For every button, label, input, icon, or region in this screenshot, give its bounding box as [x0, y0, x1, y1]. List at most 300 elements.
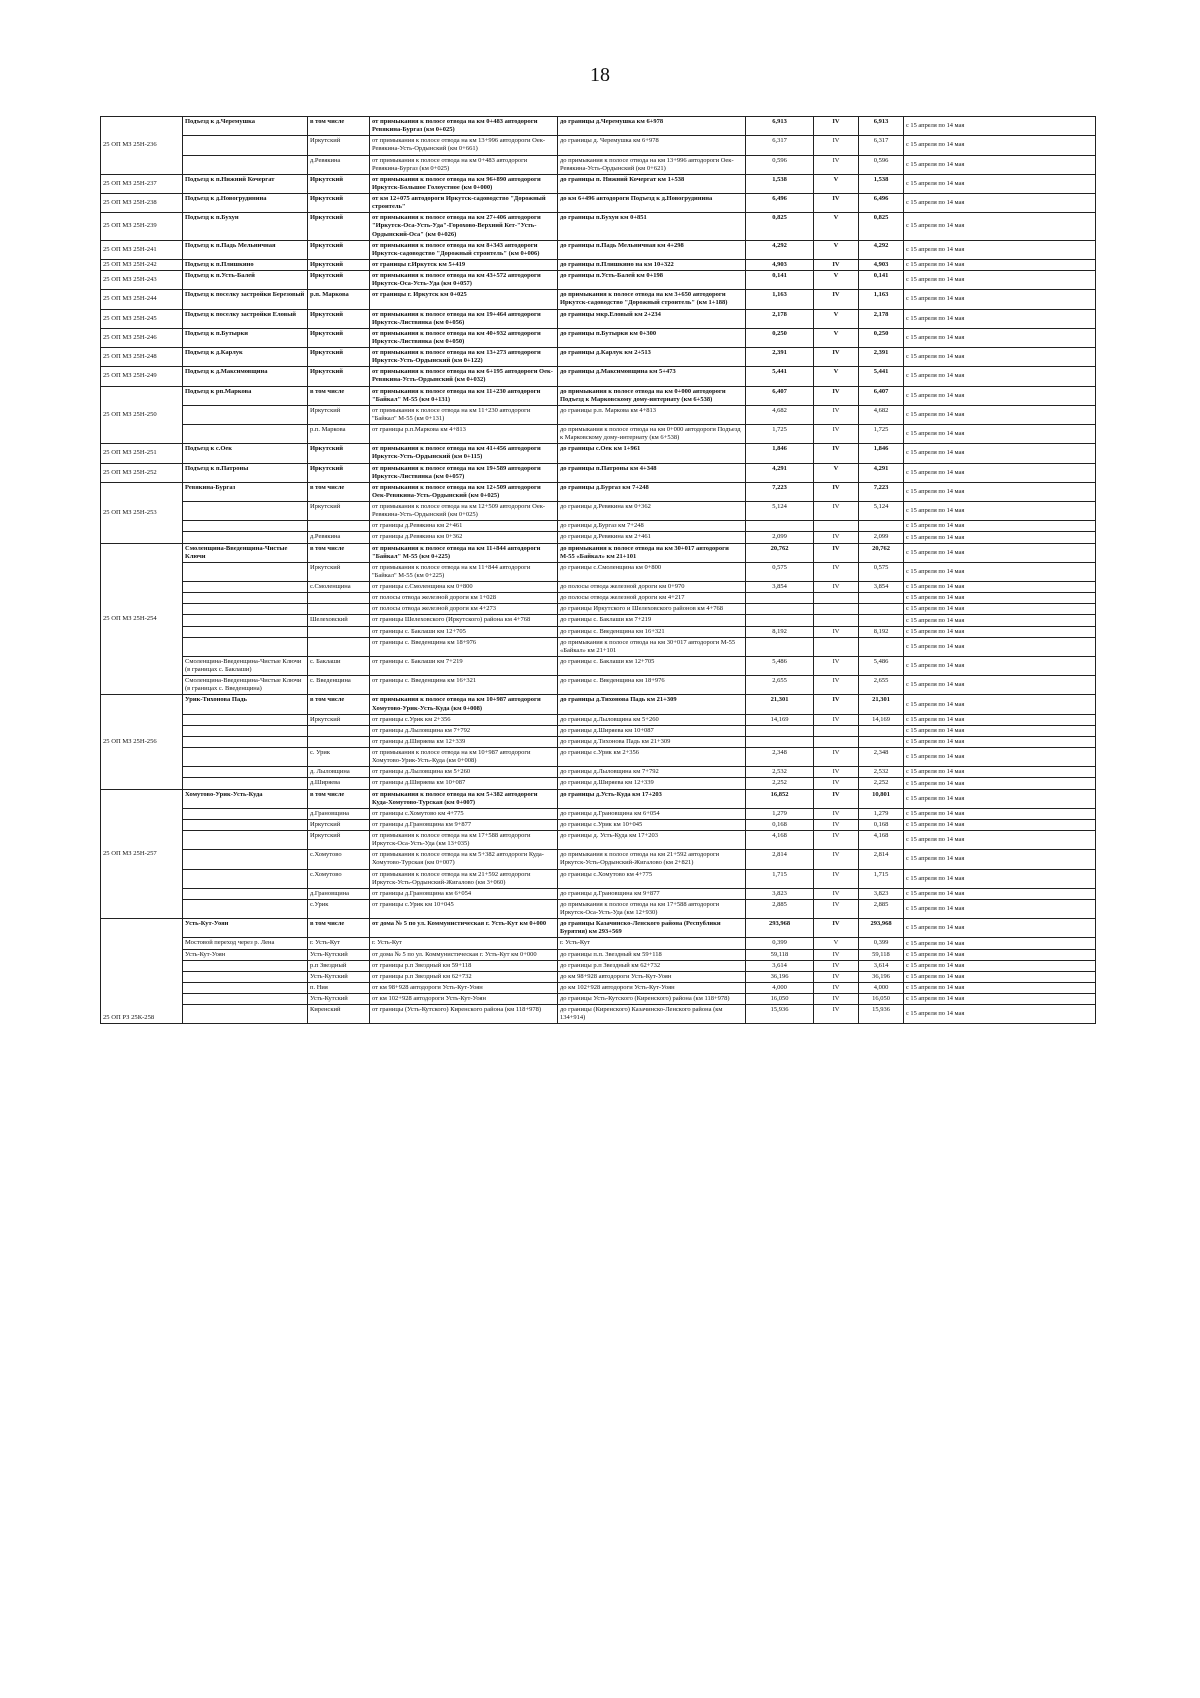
restriction-period-cell: с 15 апреля по 14 мая — [904, 1005, 1096, 1024]
restriction-period-cell: с 15 апреля по 14 мая — [904, 425, 1096, 444]
table-row — [101, 869, 1096, 888]
restriction-period-cell: с 15 апреля по 14 мая — [904, 888, 1096, 899]
end-point-cell: до границы с. Введенщина км 16+321 — [558, 626, 746, 637]
start-point-cell: от примыкания к полосе отвода на км 40+932 автодороги Иркутск-Листвянка (км 0+050) — [370, 328, 558, 347]
table-row — [101, 714, 1096, 725]
start-point-cell: от полосы отвода железной дороги км 1+028 — [370, 593, 558, 604]
category-cell: IV — [814, 899, 859, 918]
district-cell: в том числе — [308, 543, 370, 562]
category-cell: IV — [814, 290, 859, 309]
end-point-cell: до границы д. Черемушка км 6+978 — [558, 136, 746, 155]
length-cell: 21,301 — [746, 695, 814, 714]
length-cell: 0,250 — [746, 328, 814, 347]
table-row — [101, 240, 1096, 259]
road-name-cell — [183, 604, 308, 615]
total-length-cell: 6,496 — [859, 194, 904, 213]
category-cell: IV — [814, 676, 859, 695]
table-row — [101, 136, 1096, 155]
total-length-cell: 2,532 — [859, 767, 904, 778]
road-name-cell — [183, 637, 308, 656]
total-length-cell: 1,725 — [859, 425, 904, 444]
road-name-cell — [183, 994, 308, 1005]
start-point-cell: от примыкания к полосе отвода на км 13+996 автодороги Оек-Ревякина-Усть-Ордынский (км 0+661) — [370, 136, 558, 155]
start-point-cell: от границы р.п Звездный км 59+118 — [370, 960, 558, 971]
district-cell — [308, 626, 370, 637]
length-cell: 1,279 — [746, 808, 814, 819]
category-cell: V — [814, 174, 859, 193]
restriction-period-cell: с 15 апреля по 14 мая — [904, 938, 1096, 949]
table-row — [101, 444, 1096, 463]
length-cell: 0,399 — [746, 938, 814, 949]
category-cell: IV — [814, 136, 859, 155]
restriction-period-cell: с 15 апреля по 14 мая — [904, 348, 1096, 367]
restriction-period-cell: с 15 апреля по 14 мая — [904, 482, 1096, 501]
road-name-cell — [183, 960, 308, 971]
category-cell — [814, 637, 859, 656]
length-cell: 4,903 — [746, 259, 814, 270]
district-cell: Иркутский — [308, 271, 370, 290]
road-name-cell — [183, 532, 308, 543]
district-cell — [308, 725, 370, 736]
restriction-period-cell: с 15 апреля по 14 мая — [904, 463, 1096, 482]
road-name-cell: Подъезд к п.Бутырки — [183, 328, 308, 347]
length-cell: 2,814 — [746, 850, 814, 869]
total-length-cell: 36,196 — [859, 971, 904, 982]
road-code-cell: 25 ОП МЗ 25Н-244 — [101, 290, 183, 309]
total-length-cell — [859, 593, 904, 604]
district-cell: в том числе — [308, 386, 370, 405]
category-cell: IV — [814, 949, 859, 960]
length-cell: 5,124 — [746, 502, 814, 521]
start-point-cell: от примыкания к полосе отвода на км 0+483 автодороги Ревякина-Бургаз (км 0+025) — [370, 155, 558, 174]
road-name-cell — [183, 899, 308, 918]
total-length-cell: 4,291 — [859, 463, 904, 482]
road-name-cell: Усть-Кут-Уоян — [183, 919, 308, 938]
category-cell: IV — [814, 888, 859, 899]
total-length-cell: 2,348 — [859, 748, 904, 767]
road-name-cell — [183, 521, 308, 532]
road-name-cell: Смоленщина-Введенщина-Чистые Ключи (в границах с. Баклаши) — [183, 656, 308, 675]
total-length-cell: 1,163 — [859, 290, 904, 309]
roads-table — [100, 116, 1096, 1024]
length-cell: 36,196 — [746, 971, 814, 982]
total-length-cell: 3,614 — [859, 960, 904, 971]
restriction-period-cell: с 15 апреля по 14 мая — [904, 271, 1096, 290]
total-length-cell: 6,407 — [859, 386, 904, 405]
total-length-cell: 5,124 — [859, 502, 904, 521]
category-cell: IV — [814, 994, 859, 1005]
end-point-cell: до границы д.Ширяева км 12+339 — [558, 778, 746, 789]
road-name-cell — [183, 405, 308, 424]
start-point-cell: от примыкания к полосе отвода на км 12+509 автодороги Оек-Ревякина-Усть-Ордынский (км 0+025) — [370, 502, 558, 521]
restriction-period-cell: с 15 апреля по 14 мая — [904, 543, 1096, 562]
total-length-cell: 0,168 — [859, 819, 904, 830]
road-name-cell — [183, 562, 308, 581]
start-point-cell: от примыкания к полосе отвода на км 11+844 автодороги "Байкал" М-55 (км 0+225) — [370, 562, 558, 581]
start-point-cell: от примыкания к полосе отвода на км 27+406 автодороги "Иркутск-Оса-Усть-Уда"-Горохово-Верхний Кет-"Усть-Ордынский-Оса" (км 0+026) — [370, 213, 558, 240]
restriction-period-cell: с 15 апреля по 14 мая — [904, 309, 1096, 328]
district-cell: р.п Звездный — [308, 960, 370, 971]
road-name-cell — [183, 767, 308, 778]
start-point-cell: от границы д.Грановщина км 6+054 — [370, 888, 558, 899]
category-cell: IV — [814, 482, 859, 501]
start-point-cell: от примыкания к полосе отвода на км 10+987 автодороги Хомутово-Урик-Усть-Куда (км 0+008) — [370, 748, 558, 767]
end-point-cell: до примыкания к полосе отвода на км 13+996 автодороги Оек-Ревякина-Усть-Ордынский (км 0+621) — [558, 155, 746, 174]
table-row — [101, 194, 1096, 213]
start-point-cell: от примыкания к полосе отвода на км 5+382 автодороги Куда-Хомутово-Турская (км 0+007) — [370, 850, 558, 869]
category-cell: IV — [814, 919, 859, 938]
total-length-cell: 1,846 — [859, 444, 904, 463]
restriction-period-cell: с 15 апреля по 14 мая — [904, 725, 1096, 736]
category-cell: IV — [814, 831, 859, 850]
length-cell: 5,441 — [746, 367, 814, 386]
restriction-period-cell: с 15 апреля по 14 мая — [904, 982, 1096, 993]
start-point-cell: от границы г.Иркутск км 5+419 — [370, 259, 558, 270]
district-cell: Иркутский — [308, 367, 370, 386]
category-cell — [814, 604, 859, 615]
start-point-cell: от границы д.Лыловщина км 7+792 — [370, 725, 558, 736]
length-cell — [746, 604, 814, 615]
length-cell: 293,968 — [746, 919, 814, 938]
restriction-period-cell: с 15 апреля по 14 мая — [904, 502, 1096, 521]
restriction-period-cell: с 15 апреля по 14 мая — [904, 626, 1096, 637]
length-cell: 4,291 — [746, 463, 814, 482]
category-cell: IV — [814, 405, 859, 424]
start-point-cell: от границы д.Ширяева км 12+339 — [370, 736, 558, 747]
end-point-cell: до границы п.Бутырки км 0+300 — [558, 328, 746, 347]
category-cell: IV — [814, 778, 859, 789]
end-point-cell: до границы Иркутского и Шелеховского районов км 4+768 — [558, 604, 746, 615]
table-row — [101, 808, 1096, 819]
restriction-period-cell: с 15 апреля по 14 мая — [904, 582, 1096, 593]
end-point-cell: до границы д.Ревякина км 0+362 — [558, 502, 746, 521]
total-length-cell: 0,596 — [859, 155, 904, 174]
length-cell: 15,936 — [746, 1005, 814, 1024]
road-code-cell: 25 ОП МЗ 25Н-253 — [101, 482, 183, 543]
end-point-cell: до границы п.Плишкино на км 10+322 — [558, 259, 746, 270]
end-point-cell: до примыкания к полосе отвода на км 0+000 автодороги Подъезд к Марковскому дому-интернату (км 6+538) — [558, 425, 746, 444]
restriction-period-cell: с 15 апреля по 14 мая — [904, 367, 1096, 386]
start-point-cell: от границы с.Смоленщина км 0+800 — [370, 582, 558, 593]
end-point-cell: до границы п. Нижний Кочергат км 1+538 — [558, 174, 746, 193]
end-point-cell: до км 6+496 автодороги Подъезд к д.Новогрудинина — [558, 194, 746, 213]
total-length-cell: 2,099 — [859, 532, 904, 543]
district-cell — [308, 637, 370, 656]
district-cell: Иркутский — [308, 136, 370, 155]
district-cell: в том числе — [308, 789, 370, 808]
road-code-cell: 25 ОП РЗ 25К-258 — [101, 919, 183, 1024]
category-cell: IV — [814, 626, 859, 637]
total-length-cell: 14,169 — [859, 714, 904, 725]
end-point-cell: до границы д.Грановщина км 9+877 — [558, 888, 746, 899]
table-row — [101, 290, 1096, 309]
total-length-cell: 7,223 — [859, 482, 904, 501]
start-point-cell: от границы с.Урик км 2+356 — [370, 714, 558, 725]
length-cell: 0,825 — [746, 213, 814, 240]
end-point-cell: до границы мкр.Еловый км 2+234 — [558, 309, 746, 328]
restriction-period-cell: с 15 апреля по 14 мая — [904, 593, 1096, 604]
table-row — [101, 656, 1096, 675]
road-code-cell: 25 ОП МЗ 25Н-237 — [101, 174, 183, 193]
category-cell: IV — [814, 582, 859, 593]
length-cell — [746, 593, 814, 604]
end-point-cell: до границы р.п Звездный км 62+732 — [558, 960, 746, 971]
end-point-cell: до примыкания к полосе отвода на км 17+588 автодороги Иркутск-Оса-Усть-Уда (км 12+930) — [558, 899, 746, 918]
district-cell — [308, 521, 370, 532]
length-cell: 2,655 — [746, 676, 814, 695]
road-name-cell — [183, 736, 308, 747]
restriction-period-cell: с 15 апреля по 14 мая — [904, 748, 1096, 767]
district-cell: с.Хомутово — [308, 869, 370, 888]
restriction-period-cell: с 15 апреля по 14 мая — [904, 695, 1096, 714]
table-row — [101, 736, 1096, 747]
category-cell: IV — [814, 850, 859, 869]
end-point-cell: до границы с. Баклаши км 12+705 — [558, 656, 746, 675]
total-length-cell: 15,936 — [859, 1005, 904, 1024]
category-cell — [814, 521, 859, 532]
road-code-cell: 25 ОП МЗ 25Н-249 — [101, 367, 183, 386]
total-length-cell: 20,762 — [859, 543, 904, 562]
start-point-cell: от примыкания к полосе отвода на км 13+273 автодороги Иркутск-Усть-Ордынский (км 0+122) — [370, 348, 558, 367]
district-cell: д.Грановщина — [308, 808, 370, 819]
category-cell: IV — [814, 155, 859, 174]
district-cell: р.п. Маркова — [308, 425, 370, 444]
total-length-cell: 4,903 — [859, 259, 904, 270]
end-point-cell: до границы д.Ширяева км 10+087 — [558, 725, 746, 736]
restriction-period-cell: с 15 апреля по 14 мая — [904, 899, 1096, 918]
total-length-cell — [859, 604, 904, 615]
table-row — [101, 615, 1096, 626]
total-length-cell: 10,801 — [859, 789, 904, 808]
road-name-cell — [183, 725, 308, 736]
road-code-cell: 25 ОП МЗ 25Н-248 — [101, 348, 183, 367]
table-row — [101, 155, 1096, 174]
district-cell: Иркутский — [308, 174, 370, 193]
restriction-period-cell: с 15 апреля по 14 мая — [904, 290, 1096, 309]
district-cell: с.Хомутово — [308, 850, 370, 869]
total-length-cell: 1,279 — [859, 808, 904, 819]
category-cell: IV — [814, 425, 859, 444]
length-cell: 2,099 — [746, 532, 814, 543]
road-name-cell — [183, 808, 308, 819]
table-row — [101, 637, 1096, 656]
end-point-cell: до полосы отвода железной дороги км 4+217 — [558, 593, 746, 604]
category-cell: IV — [814, 543, 859, 562]
start-point-cell: от примыкания к полосе отвода на км 12+509 автодороги Оек-Ревякина-Усть-Ордынский (км 0+025) — [370, 482, 558, 501]
table-row — [101, 748, 1096, 767]
category-cell: V — [814, 938, 859, 949]
total-length-cell: 59,118 — [859, 949, 904, 960]
start-point-cell: от примыкания к полосе отвода на км 10+987 автодороги Хомутово-Урик-Усть-Куда (км 0+008) — [370, 695, 558, 714]
length-cell: 14,169 — [746, 714, 814, 725]
end-point-cell: до границы с.Оек км 1+961 — [558, 444, 746, 463]
roads-table-container — [100, 116, 1095, 1024]
road-name-cell: Подъезд к п.Нижний Кочергат — [183, 174, 308, 193]
end-point-cell: до границы д.Бургаз км 7+248 — [558, 521, 746, 532]
end-point-cell: до примыкания к полосе отвода на км 21+592 автодороги Иркутск-Усть-Ордынский-Жигалово (км 2+821) — [558, 850, 746, 869]
district-cell: Усть-Кутский — [308, 994, 370, 1005]
table-row — [101, 386, 1096, 405]
district-cell: Иркутский — [308, 444, 370, 463]
end-point-cell: до границы п.Патроны км 4+348 — [558, 463, 746, 482]
road-name-cell — [183, 502, 308, 521]
road-name-cell — [183, 593, 308, 604]
category-cell: V — [814, 271, 859, 290]
table-row — [101, 888, 1096, 899]
restriction-period-cell: с 15 апреля по 14 мая — [904, 949, 1096, 960]
length-cell — [746, 736, 814, 747]
restriction-period-cell: с 15 апреля по 14 мая — [904, 136, 1096, 155]
category-cell: IV — [814, 502, 859, 521]
district-cell: Иркутский — [308, 328, 370, 347]
end-point-cell: до границы д.Тихонова Падь км 21+309 — [558, 736, 746, 747]
length-cell: 2,252 — [746, 778, 814, 789]
total-length-cell: 2,814 — [859, 850, 904, 869]
table-row — [101, 271, 1096, 290]
total-length-cell: 0,825 — [859, 213, 904, 240]
road-name-cell: Подъезд к п.Плишкино — [183, 259, 308, 270]
end-point-cell: до примыкания к полосе отвода на км 30+017 автодороги М-55 «Байкал» км 21+101 — [558, 543, 746, 562]
road-code-cell: 25 ОП МЗ 25Н-242 — [101, 259, 183, 270]
road-name-cell — [183, 626, 308, 637]
category-cell: IV — [814, 386, 859, 405]
start-point-cell: от примыкания к полосе отвода на км 11+230 автодороги "Байкал" М-55 (км 0+131) — [370, 386, 558, 405]
district-cell: с. Введенщина — [308, 676, 370, 695]
table-row — [101, 174, 1096, 193]
district-cell: д.Ревякина — [308, 155, 370, 174]
table-row — [101, 831, 1096, 850]
end-point-cell: до границы д.Усть-Куда км 17+203 — [558, 789, 746, 808]
restriction-period-cell: с 15 апреля по 14 мая — [904, 615, 1096, 626]
total-length-cell: 3,854 — [859, 582, 904, 593]
category-cell: V — [814, 309, 859, 328]
road-name-cell — [183, 748, 308, 767]
road-name-cell: Подъезд к п.Бухун — [183, 213, 308, 240]
start-point-cell: от примыкания к полосе отвода на км 41+456 автодороги Иркутск-Усть-Ордынский (км 0+115) — [370, 444, 558, 463]
length-cell: 2,178 — [746, 309, 814, 328]
category-cell: IV — [814, 194, 859, 213]
restriction-period-cell: с 15 апреля по 14 мая — [904, 869, 1096, 888]
road-name-cell — [183, 425, 308, 444]
road-name-cell: Подъезд к д.Новогрудинина — [183, 194, 308, 213]
road-name-cell: Ревякина-Бургаз — [183, 482, 308, 501]
length-cell: 0,141 — [746, 271, 814, 290]
length-cell: 1,163 — [746, 290, 814, 309]
total-length-cell: 6,913 — [859, 117, 904, 136]
table-row — [101, 938, 1096, 949]
table-row — [101, 767, 1096, 778]
table-row — [101, 593, 1096, 604]
end-point-cell: до границы п.Усть-Балей км 0+198 — [558, 271, 746, 290]
category-cell: IV — [814, 348, 859, 367]
total-length-cell: 8,192 — [859, 626, 904, 637]
district-cell: Иркутский — [308, 309, 370, 328]
restriction-period-cell: с 15 апреля по 14 мая — [904, 562, 1096, 581]
end-point-cell: до границы с.Хомутово км 4+775 — [558, 869, 746, 888]
road-name-cell: Подъезд к п.Падь Мельничная — [183, 240, 308, 259]
district-cell: в том числе — [308, 117, 370, 136]
total-length-cell: 2,252 — [859, 778, 904, 789]
table-row — [101, 482, 1096, 501]
start-point-cell: от примыкания к полосе отвода на км 8+343 автодороги Иркутск-садоводство "Дорожный строитель" (км 0+006) — [370, 240, 558, 259]
restriction-period-cell: с 15 апреля по 14 мая — [904, 405, 1096, 424]
length-cell: 1,725 — [746, 425, 814, 444]
road-code-cell: 25 ОП МЗ 25Н-245 — [101, 309, 183, 328]
district-cell: Шелеховский — [308, 615, 370, 626]
district-cell: Иркутский — [308, 831, 370, 850]
total-length-cell: 1,715 — [859, 869, 904, 888]
category-cell: IV — [814, 869, 859, 888]
restriction-period-cell: с 15 апреля по 14 мая — [904, 767, 1096, 778]
road-name-cell — [183, 869, 308, 888]
total-length-cell: 2,391 — [859, 348, 904, 367]
category-cell — [814, 736, 859, 747]
district-cell: Иркутский — [308, 240, 370, 259]
end-point-cell: г. Усть-Кут — [558, 938, 746, 949]
category-cell: IV — [814, 767, 859, 778]
road-code-cell: 25 ОП МЗ 25Н-238 — [101, 194, 183, 213]
district-cell: Иркутский — [308, 502, 370, 521]
road-code-cell: 25 ОП МЗ 25Н-251 — [101, 444, 183, 463]
road-code-cell: 25 ОП МЗ 25Н-243 — [101, 271, 183, 290]
restriction-period-cell: с 15 апреля по 14 мая — [904, 194, 1096, 213]
road-name-cell — [183, 136, 308, 155]
category-cell — [814, 615, 859, 626]
start-point-cell: от примыкания к полосе отвода на км 21+592 автодороги Иркутск-Усть-Ордынский-Жигалово (км 3+060) — [370, 869, 558, 888]
end-point-cell: до границы п.п. Звездный км 59+118 — [558, 949, 746, 960]
restriction-period-cell: с 15 апреля по 14 мая — [904, 656, 1096, 675]
length-cell — [746, 521, 814, 532]
end-point-cell: до границы д.Тихонова Падь км 21+309 — [558, 695, 746, 714]
road-code-cell: 25 ОП МЗ 25Н-250 — [101, 386, 183, 444]
table-row — [101, 725, 1096, 736]
category-cell: IV — [814, 789, 859, 808]
table-row — [101, 1005, 1096, 1024]
total-length-cell: 4,682 — [859, 405, 904, 424]
length-cell: 3,823 — [746, 888, 814, 899]
total-length-cell: 0,399 — [859, 938, 904, 949]
table-row — [101, 626, 1096, 637]
category-cell — [814, 725, 859, 736]
end-point-cell: до границы д.Бургаз км 7+248 — [558, 482, 746, 501]
start-point-cell: от границы с. Введенщина км 16+321 — [370, 676, 558, 695]
district-cell: с.Смоленщина — [308, 582, 370, 593]
table-row — [101, 502, 1096, 521]
total-length-cell — [859, 725, 904, 736]
start-point-cell: от примыкания к полосе отвода на км 6+195 автодороги Оек-Ревякина-Усть-Ордынский (км 0+032) — [370, 367, 558, 386]
district-cell: д. Лыловщина — [308, 767, 370, 778]
length-cell — [746, 725, 814, 736]
table-row — [101, 532, 1096, 543]
start-point-cell: от км 98+928 автодороги Усть-Кут-Уоян — [370, 982, 558, 993]
length-cell: 7,223 — [746, 482, 814, 501]
total-length-cell — [859, 637, 904, 656]
end-point-cell: до полосы отвода железной дороги км 0+970 — [558, 582, 746, 593]
restriction-period-cell: с 15 апреля по 14 мая — [904, 117, 1096, 136]
total-length-cell: 3,823 — [859, 888, 904, 899]
start-point-cell: от границы г. Иркутск км 0+025 — [370, 290, 558, 309]
start-point-cell: от границы Шелеховского (Иркутского) района км 4+768 — [370, 615, 558, 626]
total-length-cell: 0,575 — [859, 562, 904, 581]
length-cell: 6,913 — [746, 117, 814, 136]
restriction-period-cell: с 15 апреля по 14 мая — [904, 714, 1096, 725]
length-cell: 4,292 — [746, 240, 814, 259]
length-cell — [746, 637, 814, 656]
district-cell: д.Ширяева — [308, 778, 370, 789]
district-cell: д.Ревякина — [308, 532, 370, 543]
road-name-cell: Смоленщина-Введенщина-Чистые Ключи (в границах с. Введенщина) — [183, 676, 308, 695]
table-row — [101, 562, 1096, 581]
